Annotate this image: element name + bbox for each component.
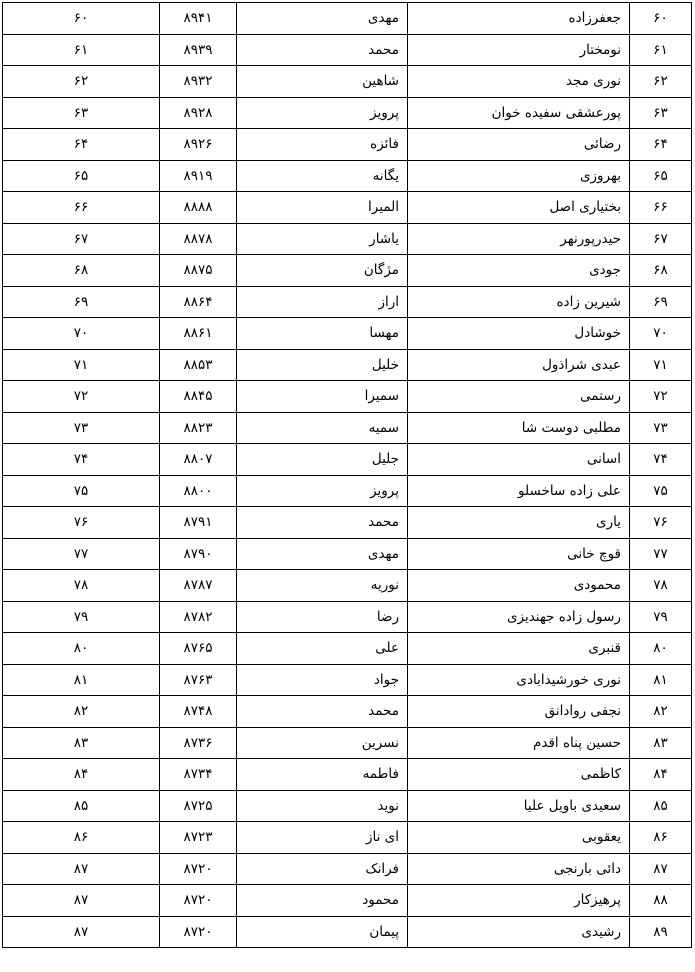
first-name-cell: مهدی (237, 3, 408, 35)
score-cell: ۸۸۷۸ (160, 223, 237, 255)
row-number-cell: ۸۱ (630, 664, 692, 696)
last-name-cell: خوشادل (408, 318, 630, 350)
rank-cell: ۶۸ (3, 255, 160, 287)
first-name-cell: جلیل (237, 444, 408, 476)
row-number-cell: ۶۶ (630, 192, 692, 224)
first-name-cell: خلیل (237, 349, 408, 381)
score-cell: ۸۷۳۶ (160, 727, 237, 759)
rank-cell: ۸۷ (3, 916, 160, 948)
table-row (3, 160, 692, 192)
first-name-cell: ای ناز (237, 822, 408, 854)
score-cell: ۸۷۲۰ (160, 885, 237, 917)
table-row (3, 538, 692, 570)
row-number-cell: ۶۵ (630, 160, 692, 192)
score-cell: ۸۷۲۳ (160, 822, 237, 854)
table-row (3, 349, 692, 381)
rank-cell: ۸۶ (3, 822, 160, 854)
rank-cell: ۷۱ (3, 349, 160, 381)
last-name-cell: حسین پناه اقدم (408, 727, 630, 759)
score-cell: ۸۷۲۰ (160, 853, 237, 885)
score-cell: ۸۷۹۱ (160, 507, 237, 539)
table-row (3, 223, 692, 255)
first-name-cell: فرانک (237, 853, 408, 885)
score-cell: ۸۸۶۴ (160, 286, 237, 318)
table-row (3, 412, 692, 444)
last-name-cell: نومختار (408, 34, 630, 66)
first-name-cell: رضا (237, 601, 408, 633)
row-number-cell: ۷۲ (630, 381, 692, 413)
table-row (3, 633, 692, 665)
last-name-cell: مطلبی دوست شا (408, 412, 630, 444)
rank-cell: ۶۱ (3, 34, 160, 66)
first-name-cell: شاهین (237, 66, 408, 98)
rank-cell: ۷۳ (3, 412, 160, 444)
row-number-cell: ۸۹ (630, 916, 692, 948)
first-name-cell: فائزه (237, 129, 408, 161)
rank-cell: ۸۷ (3, 853, 160, 885)
row-number-cell: ۶۹ (630, 286, 692, 318)
rank-cell: ۶۴ (3, 129, 160, 161)
table-row (3, 507, 692, 539)
row-number-cell: ۶۸ (630, 255, 692, 287)
rank-cell: ۸۴ (3, 759, 160, 791)
row-number-cell: ۷۸ (630, 570, 692, 602)
row-number-cell: ۶۱ (630, 34, 692, 66)
score-cell: ۸۷۸۲ (160, 601, 237, 633)
last-name-cell: دائی بارنجی (408, 853, 630, 885)
score-cell: ۸۹۲۸ (160, 97, 237, 129)
table-row (3, 66, 692, 98)
row-number-cell: ۶۰ (630, 3, 692, 35)
row-number-cell: ۸۳ (630, 727, 692, 759)
score-cell: ۸۷۴۸ (160, 696, 237, 728)
first-name-cell: محمد (237, 34, 408, 66)
table-row (3, 34, 692, 66)
last-name-cell: قنبری (408, 633, 630, 665)
table-row (3, 601, 692, 633)
row-number-cell: ۸۵ (630, 790, 692, 822)
first-name-cell: المیرا (237, 192, 408, 224)
last-name-cell: شیرین زاده (408, 286, 630, 318)
last-name-cell: نوری خورشیدابادی (408, 664, 630, 696)
last-name-cell: پرهیزکار (408, 885, 630, 917)
last-name-cell: اسانی (408, 444, 630, 476)
first-name-cell: نوید (237, 790, 408, 822)
table-row (3, 916, 692, 948)
rank-cell: ۸۱ (3, 664, 160, 696)
table-row (3, 129, 692, 161)
row-number-cell: ۸۶ (630, 822, 692, 854)
row-number-cell: ۷۷ (630, 538, 692, 570)
last-name-cell: بهروزی (408, 160, 630, 192)
score-cell: ۸۷۲۰ (160, 916, 237, 948)
table-row (3, 318, 692, 350)
rank-cell: ۶۶ (3, 192, 160, 224)
row-number-cell: ۷۵ (630, 475, 692, 507)
last-name-cell: یاری (408, 507, 630, 539)
last-name-cell: پورعشقی سفیده خوان (408, 97, 630, 129)
table-row (3, 255, 692, 287)
score-cell: ۸۹۴۱ (160, 3, 237, 35)
row-number-cell: ۷۴ (630, 444, 692, 476)
table-row (3, 444, 692, 476)
rank-cell: ۶۵ (3, 160, 160, 192)
row-number-cell: ۶۴ (630, 129, 692, 161)
score-cell: ۸۸۰۰ (160, 475, 237, 507)
table-row (3, 885, 692, 917)
first-name-cell: پیمان (237, 916, 408, 948)
score-cell: ۸۸۶۱ (160, 318, 237, 350)
ranking-table-body (3, 3, 692, 948)
rank-cell: ۶۰ (3, 3, 160, 35)
table-row (3, 570, 692, 602)
score-cell: ۸۹۳۲ (160, 66, 237, 98)
row-number-cell: ۶۳ (630, 97, 692, 129)
table-row (3, 664, 692, 696)
rank-cell: ۸۰ (3, 633, 160, 665)
score-cell: ۸۸۲۳ (160, 412, 237, 444)
last-name-cell: محمودی (408, 570, 630, 602)
last-name-cell: بختیاری اصل (408, 192, 630, 224)
last-name-cell: جعفرزاده (408, 3, 630, 35)
first-name-cell: محمد (237, 696, 408, 728)
last-name-cell: رشیدی (408, 916, 630, 948)
rank-cell: ۷۹ (3, 601, 160, 633)
rank-cell: ۷۵ (3, 475, 160, 507)
table-row (3, 790, 692, 822)
first-name-cell: محمود (237, 885, 408, 917)
table-row (3, 97, 692, 129)
rank-cell: ۷۲ (3, 381, 160, 413)
score-cell: ۸۷۳۴ (160, 759, 237, 791)
table-row (3, 696, 692, 728)
table-row (3, 286, 692, 318)
row-number-cell: ۸۴ (630, 759, 692, 791)
rank-cell: ۸۳ (3, 727, 160, 759)
first-name-cell: علی (237, 633, 408, 665)
first-name-cell: سمیه (237, 412, 408, 444)
score-cell: ۸۹۱۹ (160, 160, 237, 192)
last-name-cell: کاظمی (408, 759, 630, 791)
score-cell: ۸۷۶۳ (160, 664, 237, 696)
last-name-cell: حیدرپورنهر (408, 223, 630, 255)
last-name-cell: علی زاده ساخسلو (408, 475, 630, 507)
score-cell: ۸۷۲۵ (160, 790, 237, 822)
rank-cell: ۸۵ (3, 790, 160, 822)
last-name-cell: قوچ خانی (408, 538, 630, 570)
table-row (3, 192, 692, 224)
first-name-cell: اراز (237, 286, 408, 318)
first-name-cell: جواد (237, 664, 408, 696)
first-name-cell: یگانه (237, 160, 408, 192)
score-cell: ۸۷۸۷ (160, 570, 237, 602)
first-name-cell: پرویز (237, 475, 408, 507)
last-name-cell: جودی (408, 255, 630, 287)
rank-cell: ۷۶ (3, 507, 160, 539)
rank-cell: ۶۲ (3, 66, 160, 98)
rank-cell: ۷۷ (3, 538, 160, 570)
ranking-table (2, 2, 692, 948)
row-number-cell: ۷۶ (630, 507, 692, 539)
last-name-cell: یعقوبی (408, 822, 630, 854)
first-name-cell: مهسا (237, 318, 408, 350)
last-name-cell: رضائی (408, 129, 630, 161)
row-number-cell: ۶۲ (630, 66, 692, 98)
first-name-cell: نوریه (237, 570, 408, 602)
rank-cell: ۷۰ (3, 318, 160, 350)
score-cell: ۸۸۷۵ (160, 255, 237, 287)
rank-cell: ۶۳ (3, 97, 160, 129)
score-cell: ۸۷۶۵ (160, 633, 237, 665)
row-number-cell: ۷۳ (630, 412, 692, 444)
row-number-cell: ۷۱ (630, 349, 692, 381)
rank-cell: ۸۲ (3, 696, 160, 728)
row-number-cell: ۶۷ (630, 223, 692, 255)
last-name-cell: نوری مجد (408, 66, 630, 98)
score-cell: ۸۸۵۳ (160, 349, 237, 381)
table-row (3, 759, 692, 791)
last-name-cell: عبدی شراذول (408, 349, 630, 381)
row-number-cell: ۸۲ (630, 696, 692, 728)
table-row (3, 3, 692, 35)
last-name-cell: رستمی (408, 381, 630, 413)
first-name-cell: سمیرا (237, 381, 408, 413)
first-name-cell: مژگان (237, 255, 408, 287)
rank-cell: ۶۹ (3, 286, 160, 318)
table-row (3, 853, 692, 885)
first-name-cell: نسرین (237, 727, 408, 759)
first-name-cell: پرویز (237, 97, 408, 129)
first-name-cell: محمد (237, 507, 408, 539)
last-name-cell: رسول زاده جهندیزی (408, 601, 630, 633)
rank-cell: ۷۸ (3, 570, 160, 602)
row-number-cell: ۷۰ (630, 318, 692, 350)
row-number-cell: ۸۰ (630, 633, 692, 665)
table-row (3, 475, 692, 507)
table-row (3, 381, 692, 413)
rank-cell: ۶۷ (3, 223, 160, 255)
last-name-cell: سعیدی باویل علیا (408, 790, 630, 822)
row-number-cell: ۸۷ (630, 853, 692, 885)
last-name-cell: نجفی روادانق (408, 696, 630, 728)
row-number-cell: ۷۹ (630, 601, 692, 633)
score-cell: ۸۸۸۸ (160, 192, 237, 224)
first-name-cell: یاشار (237, 223, 408, 255)
row-number-cell: ۸۸ (630, 885, 692, 917)
first-name-cell: فاطمه (237, 759, 408, 791)
first-name-cell: مهدی (237, 538, 408, 570)
score-cell: ۸۹۳۹ (160, 34, 237, 66)
rank-cell: ۷۴ (3, 444, 160, 476)
score-cell: ۸۷۹۰ (160, 538, 237, 570)
table-row (3, 727, 692, 759)
score-cell: ۸۹۲۶ (160, 129, 237, 161)
table-row (3, 822, 692, 854)
score-cell: ۸۸۴۵ (160, 381, 237, 413)
rank-cell: ۸۷ (3, 885, 160, 917)
score-cell: ۸۸۰۷ (160, 444, 237, 476)
